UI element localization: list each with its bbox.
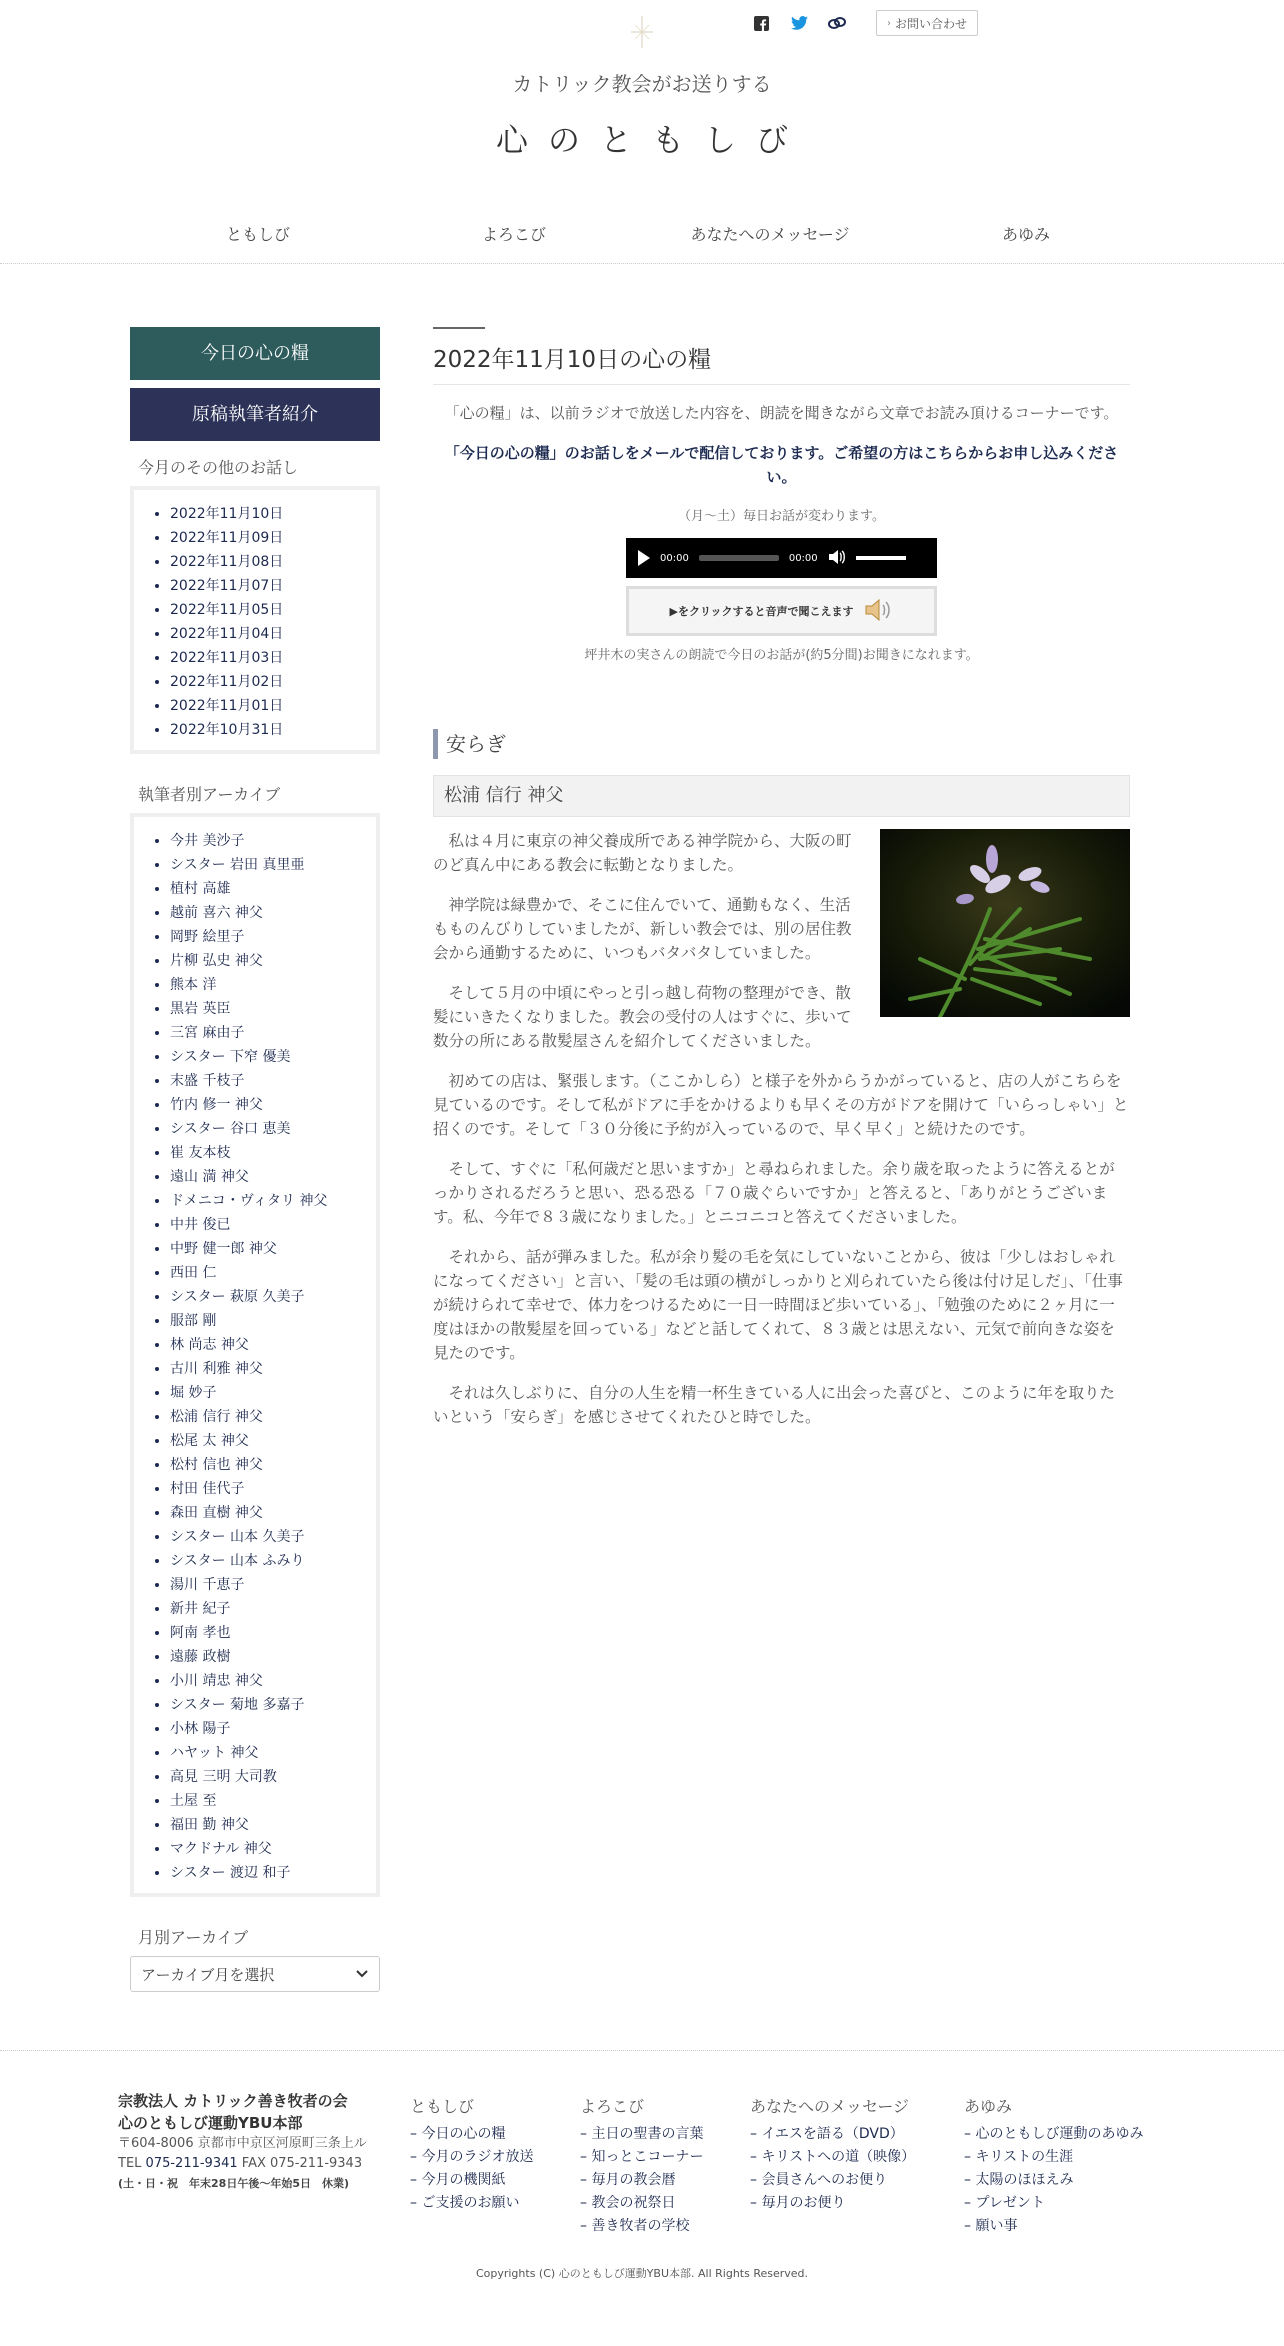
footer-link-label: 毎月の教会暦 xyxy=(591,2172,676,2188)
month-link[interactable]: • 2022年11月07日 xyxy=(170,574,366,598)
author-link[interactable]: • ハヤット 神父 xyxy=(170,1741,366,1765)
page-title: 2022年11月10日の心の糧 xyxy=(433,341,1130,385)
author-link[interactable]: • 林 尚志 神父 xyxy=(170,1333,366,1357)
author-link[interactable]: • 服部 剛 xyxy=(170,1309,366,1333)
dash-marker: – xyxy=(410,2195,422,2211)
footer-link-label: 今月の機関紙 xyxy=(421,2172,506,2188)
nav-item-message[interactable]: あなたへのメッセージ xyxy=(690,225,850,244)
monthly-archive-heading: 月別アーカイブ xyxy=(138,1928,249,1947)
month-link[interactable]: • 2022年11月08日 xyxy=(170,550,366,574)
footer-link[interactable] xyxy=(964,2123,1143,2146)
writers-button[interactable]: 原稿執筆者紹介 xyxy=(130,388,380,441)
dash-marker: – xyxy=(580,2172,592,2188)
author-link[interactable]: • 植村 高雄 xyxy=(170,877,366,901)
author-archive-heading: 執筆者別アーカイブ xyxy=(138,785,281,804)
month-link[interactable]: • 2022年11月05日 xyxy=(170,598,366,622)
org-name: 宗教法人 カトリック善き牧者の会 xyxy=(118,2092,348,2110)
month-link[interactable]: • 2022年11月03日 xyxy=(170,646,366,670)
site-title[interactable]: 心のともしび xyxy=(495,121,808,159)
nav-item-yorokobi[interactable]: よろこび xyxy=(481,225,546,244)
footer-link-label: ご支援のお願い xyxy=(421,2195,520,2211)
author-link[interactable]: • 西田 仁 xyxy=(170,1261,366,1285)
main-content xyxy=(433,327,1130,1445)
audio-play-button[interactable] xyxy=(626,586,937,636)
footer-link[interactable] xyxy=(750,2192,915,2215)
section-title: 安らぎ xyxy=(433,729,1130,759)
copyright: Copyrights (C) 心のともしび運動YBU本部. All Rights Reserved. xyxy=(475,2267,809,2280)
author-link[interactable]: • マクドナル 神父 xyxy=(170,1837,366,1861)
intro-text: 「心の糧」は、以前ラジオで放送した内容を、朗読を聞きながら文章でお読み頂けるコーナーです。 xyxy=(444,404,1119,422)
article-paragraph: 私は４月に東京の神父養成所である神学院から、大阪の町のど真ん中にある教会に転勤となりました。 xyxy=(433,832,852,874)
author-link[interactable]: • 竹内 修一 神父 xyxy=(170,1093,366,1117)
audio-player xyxy=(626,538,937,578)
facebook-icon[interactable] xyxy=(752,14,770,32)
org-hours: (土・日・祝 年末28日午後〜年始5日 休業) xyxy=(118,2177,350,2190)
author-link[interactable]: • 中井 俊已 xyxy=(170,1213,366,1237)
footer-col-message xyxy=(750,2094,915,2215)
contact-label: お問い合わせ xyxy=(895,16,968,31)
footer-link-label: キリストへの道（映像） xyxy=(761,2149,916,2165)
month-link[interactable]: • 2022年11月01日 xyxy=(170,694,366,718)
author-link[interactable]: • 片柳 弘史 神父 xyxy=(170,949,366,973)
author-link[interactable]: • シスター 下窄 優美 xyxy=(170,1045,366,1069)
reader-note: 坪井木の実さんの朗読で今日のお話が(約5分間)お聞きになれます。 xyxy=(584,648,979,663)
footer-link[interactable] xyxy=(410,2192,533,2215)
footer-link[interactable] xyxy=(964,2192,1143,2215)
author-link[interactable]: • 高見 三明 大司教 xyxy=(170,1765,366,1789)
author-link[interactable]: • 小川 靖忠 神父 xyxy=(170,1669,366,1693)
dash-marker: – xyxy=(964,2195,976,2211)
month-link[interactable]: • 2022年11月04日 xyxy=(170,622,366,646)
month-link[interactable]: • 2022年11月10日 xyxy=(170,502,366,526)
footer-link[interactable] xyxy=(750,2146,915,2169)
footer-link-label: 心のともしび運動のあゆみ xyxy=(975,2126,1144,2142)
dash-marker: – xyxy=(580,2218,592,2234)
author-link[interactable]: • シスター 谷口 恵美 xyxy=(170,1117,366,1141)
volume-icon[interactable] xyxy=(828,549,846,568)
footer-col-title[interactable]: ともしび xyxy=(410,2097,475,2116)
author-link[interactable]: • 福田 勤 神父 xyxy=(170,1813,366,1837)
dash-marker: – xyxy=(410,2149,422,2165)
footer-col-title[interactable]: あゆみ xyxy=(964,2097,1013,2116)
play-icon[interactable] xyxy=(638,550,650,566)
footer-link[interactable] xyxy=(964,2146,1143,2169)
org-info xyxy=(118,2090,388,2194)
org-phone xyxy=(118,2154,388,2174)
main-nav xyxy=(130,222,1154,252)
volume-slider[interactable] xyxy=(856,556,906,560)
author-link[interactable]: • 遠山 満 神父 xyxy=(170,1165,366,1189)
author-link[interactable]: • 岡野 絵里子 xyxy=(170,925,366,949)
time-current: 00:00 xyxy=(660,552,689,564)
dash-marker: – xyxy=(964,2149,976,2165)
speaker-icon xyxy=(864,597,894,626)
dash-marker: – xyxy=(750,2126,762,2142)
author-link[interactable]: • 土屋 至 xyxy=(170,1789,366,1813)
rosemary-flower-photo xyxy=(880,829,1130,1017)
month-link[interactable]: • 2022年11月09日 xyxy=(170,526,366,550)
footer-link-label: 太陽のほほえみ xyxy=(975,2172,1074,2188)
dash-marker: – xyxy=(750,2149,762,2165)
footer-link-label: 毎月のお便り xyxy=(761,2195,846,2211)
dash-marker: – xyxy=(580,2149,592,2165)
author-name: 松浦 信行 神父 xyxy=(433,775,1130,817)
site-tagline: カトリック教会がお送りする xyxy=(512,72,772,96)
month-link[interactable]: • 2022年10月31日 xyxy=(170,718,366,742)
footer-link[interactable] xyxy=(580,2215,703,2238)
footer-link-label: 善き牧者の学校 xyxy=(591,2218,690,2234)
footer-link-label: 願い事 xyxy=(975,2218,1018,2234)
footer-col-yorokobi xyxy=(580,2094,703,2238)
title-accent-line xyxy=(433,327,485,329)
dash-marker: – xyxy=(964,2172,976,2188)
article-paragraph: それは久しぶりに、自分の人生を精一杯生きている人に出会った喜びと、このように年を取りたいという「安らぎ」を感じさせてくれたひと時でした。 xyxy=(433,1384,1116,1426)
footer-link-label: 主日の聖書の言葉 xyxy=(591,2126,704,2142)
footer-link[interactable] xyxy=(410,2169,533,2192)
dash-marker: – xyxy=(750,2195,762,2211)
article-body xyxy=(433,829,1130,1429)
author-link[interactable]: • 遠藤 政樹 xyxy=(170,1645,366,1669)
author-link[interactable]: • シスター 山本 久美子 xyxy=(170,1525,366,1549)
author-link[interactable]: • 崔 友本枝 xyxy=(170,1141,366,1165)
footer-col-ayumi xyxy=(964,2094,1143,2238)
tel-label: TEL xyxy=(118,2156,142,2171)
author-link[interactable]: • 松尾 太 神父 xyxy=(170,1429,366,1453)
article-paragraph: そして、すぐに「私何歳だと思いますか」と尋ねられました。余り歳を取ったように答えるとがっかりされるだろうと思い、恐る恐る「７０歳ぐらいですか」と答えると、「ありがとうございます。私、今年で８３歳になりました。」とニコニコと答えてくださいました。 xyxy=(433,1160,1115,1226)
footer-link[interactable] xyxy=(410,2123,533,2146)
footer-link[interactable] xyxy=(580,2169,703,2192)
dash-marker: – xyxy=(580,2126,592,2142)
author-link[interactable]: • 新井 紀子 xyxy=(170,1597,366,1621)
article-paragraph: 初めての店は、緊張します。（ここかしら）と様子を外からうかがっていると、店の人がこちらを見ているのです。そして私がドアに手をかけるよりも早くその方がドアを開けて「いらっしゃい」と招くのです。そして「３０分後に予約が入っているので、早く早く」と続けたのです。 xyxy=(433,1072,1129,1138)
author-link[interactable]: • 阿南 孝也 xyxy=(170,1621,366,1645)
daily-note: （月～土）毎日お話が変わります。 xyxy=(678,509,885,524)
author-link[interactable]: • 森田 直樹 神父 xyxy=(170,1501,366,1525)
author-link[interactable]: • 堀 妙子 xyxy=(170,1381,366,1405)
org-subname: 心のともしび運動YBU本部 xyxy=(118,2114,303,2132)
author-link[interactable]: • 熊本 洋 xyxy=(170,973,366,997)
footer-link[interactable] xyxy=(580,2123,703,2146)
author-link[interactable]: • 松浦 信行 神父 xyxy=(170,1405,366,1429)
footer-link[interactable] xyxy=(964,2169,1143,2192)
footer-divider xyxy=(0,2050,1284,2051)
audio-progress[interactable] xyxy=(699,555,779,561)
archive-month-select[interactable] xyxy=(130,1956,380,1992)
audio-button-label: ▶をクリックすると音声で聞こえます xyxy=(669,605,854,618)
footer-link-label: 会員さんへのお便り xyxy=(761,2172,888,2188)
footer-col-title[interactable]: あなたへのメッセージ xyxy=(750,2097,910,2116)
author-link[interactable]: • 越前 喜六 神父 xyxy=(170,901,366,925)
header-social-links xyxy=(752,10,978,36)
article-paragraph: それから、話が弾みました。私が余り髪の毛を気にしていないことから、彼は「少しはおしゃれになってください」と言い、「髪の毛は頭の横がしっかりと刈られていたら後は付け足しだ」、「仕事が続けられて幸せで、体力をつけるために一日一時間ほど歩いている」、「勉強のために２ヶ月に一度はほかの散髪屋を回っている」などと話してくれて、８３歳とは思えない、元気で前向きな姿を見たのです。 xyxy=(433,1248,1123,1362)
article-paragraph: そして５月の中頃にやっと引っ越し荷物の整理ができ、散髪にいきたくなりました。教会の受付の人はすぐに、歩いて数分の所にある散髪屋さんを紹介してくださいました。 xyxy=(433,984,852,1050)
author-link[interactable]: • 古川 利雅 神父 xyxy=(170,1357,366,1381)
candle-logo-icon[interactable] xyxy=(627,12,657,52)
month-list xyxy=(130,486,380,754)
footer-link-label: 教会の祝祭日 xyxy=(591,2195,676,2211)
author-link[interactable]: • 中野 健一郎 神父 xyxy=(170,1237,366,1261)
twitter-icon[interactable] xyxy=(790,14,808,32)
author-link[interactable]: • ドメニコ・ヴィタリ 神父 xyxy=(170,1189,366,1213)
author-link[interactable]: • 松村 信也 神父 xyxy=(170,1453,366,1477)
author-list xyxy=(130,813,380,1897)
article-paragraph: 神学院は緑豊かで、そこに住んでいて、通勤もなく、生活もものんびりしていましたが、新しい教会では、別の居住教会から通勤するために、いつもバタバタしていました。 xyxy=(433,896,852,962)
dash-marker: – xyxy=(410,2172,422,2188)
footer-link[interactable] xyxy=(964,2215,1143,2238)
footer-link-label: 今月のラジオ放送 xyxy=(421,2149,534,2165)
author-link[interactable]: • シスター 山本 ふみり xyxy=(170,1549,366,1573)
footer-col-title[interactable]: よろこび xyxy=(580,2097,645,2116)
author-link[interactable]: • 湯川 千恵子 xyxy=(170,1573,366,1597)
mail-subscribe-link[interactable]: 「今日の心の糧」のお話しをメールで配信しております。ご希望の方はこちらからお申し込みください。 xyxy=(444,444,1119,486)
author-link[interactable]: • シスター 菊地 多嘉子 xyxy=(170,1693,366,1717)
author-link[interactable]: • シスター 萩原 久美子 xyxy=(170,1285,366,1309)
footer-link-label: プレゼント xyxy=(975,2195,1045,2211)
dash-marker: – xyxy=(964,2218,976,2234)
nav-divider xyxy=(0,263,1284,264)
author-link[interactable]: • 末盛 千枝子 xyxy=(170,1069,366,1093)
author-link[interactable]: • シスター 岩田 真里亜 xyxy=(170,853,366,877)
contact-button[interactable] xyxy=(876,10,978,36)
footer-link[interactable] xyxy=(750,2169,915,2192)
footer-link[interactable] xyxy=(580,2192,703,2215)
footer-link-label: 知っとこコーナー xyxy=(591,2149,704,2165)
author-link[interactable]: • 三宮 麻由子 xyxy=(170,1021,366,1045)
footer-link-label: 今日の心の糧 xyxy=(421,2126,506,2142)
month-heading: 今月のその他のお話し xyxy=(138,458,299,477)
org-address: 〒604-8006 京都市中京区河原町三条上ル xyxy=(118,2136,367,2151)
month-link[interactable]: • 2022年11月02日 xyxy=(170,670,366,694)
chevron-down-icon xyxy=(355,1965,369,1983)
dash-marker: – xyxy=(964,2126,976,2142)
author-link[interactable]: • シスター 渡辺 和子 xyxy=(170,1861,366,1885)
author-link[interactable]: • 小林 陽子 xyxy=(170,1717,366,1741)
archive-select-value: アーカイブ月を選択 xyxy=(141,1965,275,1984)
today-kokoro-button[interactable]: 今日の心の糧 xyxy=(130,327,380,380)
chevron-right-icon: › xyxy=(887,17,891,29)
dash-marker: – xyxy=(750,2172,762,2188)
footer-link-label: イエスを語る（DVD） xyxy=(761,2126,904,2142)
dash-marker: – xyxy=(580,2195,592,2211)
footer-col-tomoshibi xyxy=(410,2094,533,2215)
dash-marker: – xyxy=(410,2126,422,2142)
sidebar xyxy=(130,327,380,1992)
footer-link[interactable] xyxy=(410,2146,533,2169)
nav-item-ayumi[interactable]: あゆみ xyxy=(1001,225,1050,244)
author-link[interactable]: • 村田 佳代子 xyxy=(170,1477,366,1501)
nav-item-tomoshibi[interactable]: ともしび xyxy=(225,225,290,244)
footer-link-label: キリストの生涯 xyxy=(975,2149,1074,2165)
fax-number: FAX 075-211-9343 xyxy=(241,2156,363,2171)
link-icon[interactable] xyxy=(828,14,846,32)
time-duration: 00:00 xyxy=(788,552,818,564)
tel-number[interactable]: 075-211-9341 xyxy=(145,2156,238,2171)
author-link[interactable]: • 黒岩 英臣 xyxy=(170,997,366,1021)
footer-link[interactable] xyxy=(750,2123,915,2146)
author-link[interactable]: • 今井 美沙子 xyxy=(170,829,366,853)
footer-link[interactable] xyxy=(580,2146,703,2169)
